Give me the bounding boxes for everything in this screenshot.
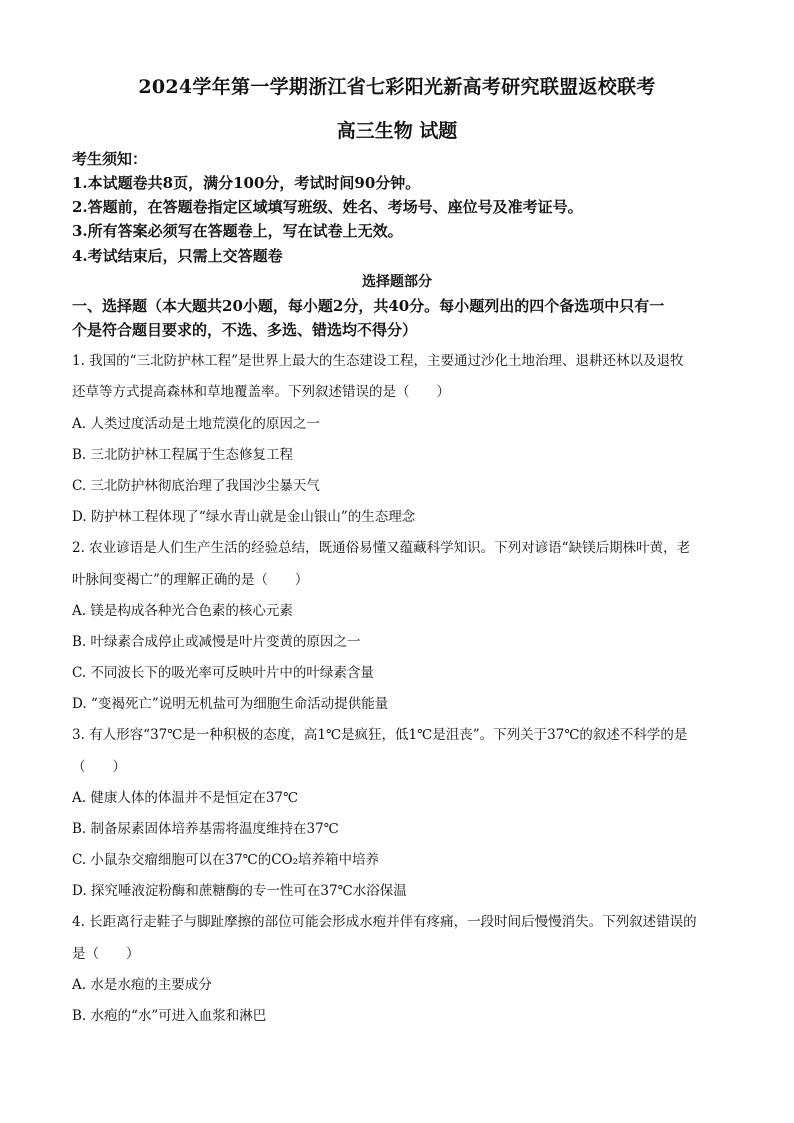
q3-stem-line2: （ ）	[72, 759, 126, 775]
q2-option-d: D. “变褐死亡”说明无机盐可为细胞生命活动提供能量	[72, 696, 389, 712]
exam-subtitle: 高三生物 试题	[336, 120, 458, 142]
q1-stem-line2: 还草等方式提高森林和草地覆盖率。下列叙述错误的是（ ）	[72, 384, 450, 400]
notice-item-4: 4.考试结束后，只需上交答题卷	[72, 247, 283, 265]
q1-option-d: D. 防护林工程体现了“绿水青山就是金山银山”的生态理念	[72, 509, 416, 525]
section-instructions-line2: 个是符合题目要求的，不选、多选、错选均不得分）	[72, 321, 418, 339]
q1-option-c: C. 三北防护林彻底治理了我国沙尘暴天气	[72, 478, 320, 494]
q1-option-b: B. 三北防护林工程属于生态修复工程	[72, 447, 294, 463]
q3-option-c: C. 小鼠杂交瘤细胞可以在37℃的CO₂培养箱中培养	[72, 852, 380, 868]
notice-heading: 考生须知：	[72, 150, 148, 168]
notice-item-1: 1.本试题卷共8页，满分100分，考试时间90分钟。	[72, 174, 421, 192]
q4-option-b: B. 水疱的“水”可进入血浆和淋巴	[72, 1008, 267, 1024]
q1-stem-line1: 1. 我国的“三北防护林工程”是世界上最大的生态建设工程，主要通过沙化土地治理、退耕还林以及退牧	[72, 353, 684, 369]
q2-stem-line1: 2. 农业谚语是人们生产生活的经验总结，既通俗易懂又蕴藏科学知识。下列对谚语“缺镁后期株叶黄，老	[72, 540, 691, 556]
section-heading: 选择题部分	[362, 274, 432, 290]
q2-option-c: C. 不同波长下的吸光率可反映叶片中的叶绿素含量	[72, 665, 374, 681]
q2-stem-line2: 叶脉间变褐亡”的理解正确的是（ ）	[72, 572, 309, 588]
q2-option-b: B. 叶绿素合成停止或减慢是叶片变黄的原因之一	[72, 634, 361, 650]
q1-option-a: A. 人类过度活动是土地荒漠化的原因之一	[72, 416, 320, 432]
q3-option-b: B. 制备尿素固体培养基需将温度维持在37℃	[72, 821, 339, 837]
exam-title: 2024学年第一学期浙江省七彩阳光新高考研究联盟返校联考	[138, 76, 656, 98]
q2-option-a: A. 镁是构成各种光合色素的核心元素	[72, 603, 293, 619]
section-instructions-line1: 一、选择题（本大题共20小题，每小题2分，共40分。每小题列出的四个备选项中只有一	[72, 297, 665, 315]
q3-option-d: D. 探究唾液淀粉酶和蔗糖酶的专一性可在37℃水浴保温	[72, 883, 407, 899]
q3-option-a: A. 健康人体的体温并不是恒定在37℃	[72, 790, 299, 806]
q4-option-a: A. 水是水疱的主要成分	[72, 977, 212, 993]
notice-item-3: 3.所有答案必须写在答题卷上，写在试卷上无效。	[72, 222, 403, 240]
q3-stem-line1: 3. 有人形容“37℃是一种积极的态度，高1℃是疯狂，低1℃是沮丧”。下列关于37℃的叙述不科学的是	[72, 727, 688, 743]
notice-item-2: 2.答题前，在答题卷指定区域填写班级、姓名、考场号、座位号及准考证号。	[72, 198, 583, 216]
q4-stem-line1: 4. 长距离行走鞋子与脚趾摩擦的部位可能会形成水疱并伴有疼痛，一段时间后慢慢消失。下列叙述错误的	[72, 914, 697, 930]
q4-stem-line2: 是（ ）	[72, 946, 140, 962]
